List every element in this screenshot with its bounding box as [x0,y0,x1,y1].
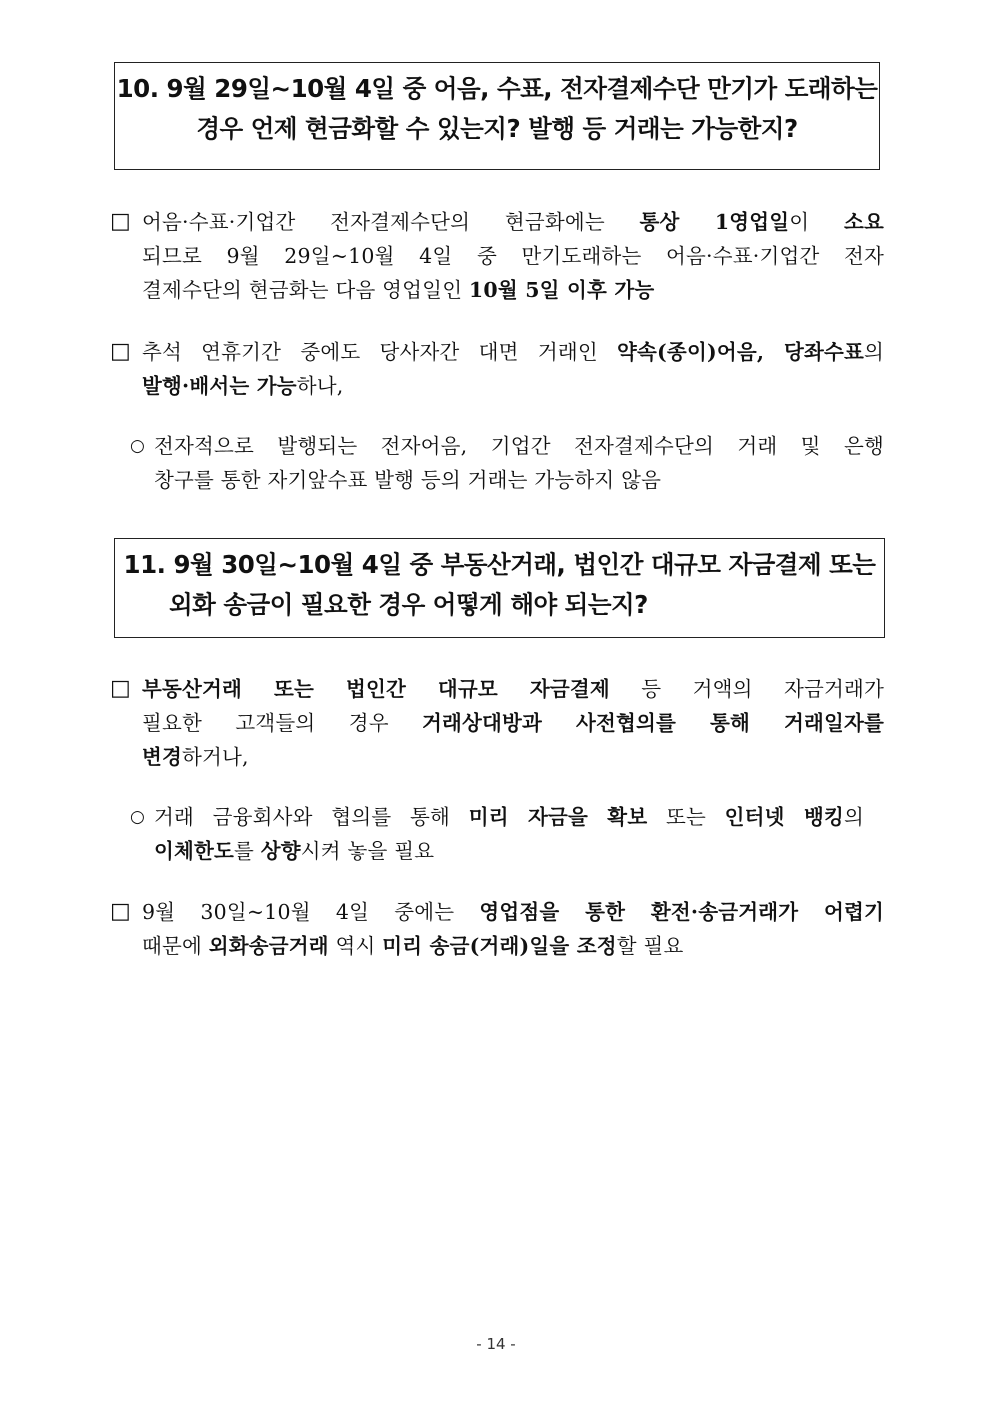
q10-p1-row-2: 되므로 9월 29일~10월 4일 중 만기도래하는 어음·수표·기업간 전자 [142,244,884,268]
question-11-box [114,538,885,638]
circle-bullet-icon: ○ [130,807,146,827]
q11-p1-row-2: 필요한 고객들의 경우 거래상대방과 사전협의를 통해 거래일자를 [142,711,884,735]
checkbox-bullet-icon: □ [110,209,131,234]
q11-p2-row-1: 거래 금융회사와 협의를 통해 미리 자금을 확보 또는 인터넷 뱅킹의 [154,805,864,829]
q10-p3-row-1: 전자적으로 발행되는 전자어음, 기업간 전자결제수단의 거래 및 은행 [154,434,884,458]
circle-bullet-icon: ○ [130,436,146,456]
q11-p3-row-1: 9월 30일~10월 4일 중에는 영업점을 통한 환전·송금거래가 어렵기 [142,900,884,924]
checkbox-bullet-icon: □ [110,339,131,364]
checkbox-bullet-icon: □ [110,899,131,924]
question-10-line-2: 경우 언제 현금화할 수 있는지? 발행 등 거래는 가능한지? [196,114,798,143]
q10-p3-row-2: 창구를 통한 자기앞수표 발행 등의 거래는 가능하지 않음 [154,468,662,492]
q10-paragraph-2 [110,335,884,403]
q10-p2-row-2: 발행·배서는 가능하나, [142,374,344,398]
q10-paragraph-3 [130,429,884,497]
q11-p1-row-3: 변경하거나, [142,745,249,769]
question-11-line-2: 외화 송금이 필요한 경우 어떻게 해야 되는지? [169,590,648,619]
q11-paragraph-3 [110,895,884,963]
question-11-line-1: 11. 9월 30일~10월 4일 중 부동산거래, 법인간 대규모 자금결제 또는 [123,550,876,579]
q11-paragraph-1 [110,672,884,774]
question-10-line-1: 10. 9월 29일~10월 4일 중 어음, 수표, 전자결제수단 만기가 도래하는 [116,74,878,103]
q10-p1-row-3: 결제수단의 현금화는 다음 영업일인 10월 5일 이후 가능 [142,278,655,302]
page-number: - 14 - [476,1335,516,1353]
checkbox-bullet-icon: □ [110,676,131,701]
q11-p3-row-2: 때문에 외화송금거래 역시 미리 송금(거래)일을 조정할 필요 [142,934,684,958]
q10-paragraph-1 [110,205,884,307]
q11-p2-row-2: 이체한도를 상향시켜 놓을 필요 [154,839,435,863]
q11-p1-row-1: 부동산거래 또는 법인간 대규모 자금결제 등 거액의 자금거래가 [142,677,884,701]
q11-paragraph-2 [130,800,864,868]
q10-p1-row-1: 어음·수표·기업간 전자결제수단의 현금화에는 통상 1영업일이 소요 [142,210,884,234]
question-10-box [114,62,880,170]
q10-p2-row-1: 추석 연휴기간 중에도 당사자간 대면 거래인 약속(종이)어음, 당좌수표의 [142,340,884,364]
